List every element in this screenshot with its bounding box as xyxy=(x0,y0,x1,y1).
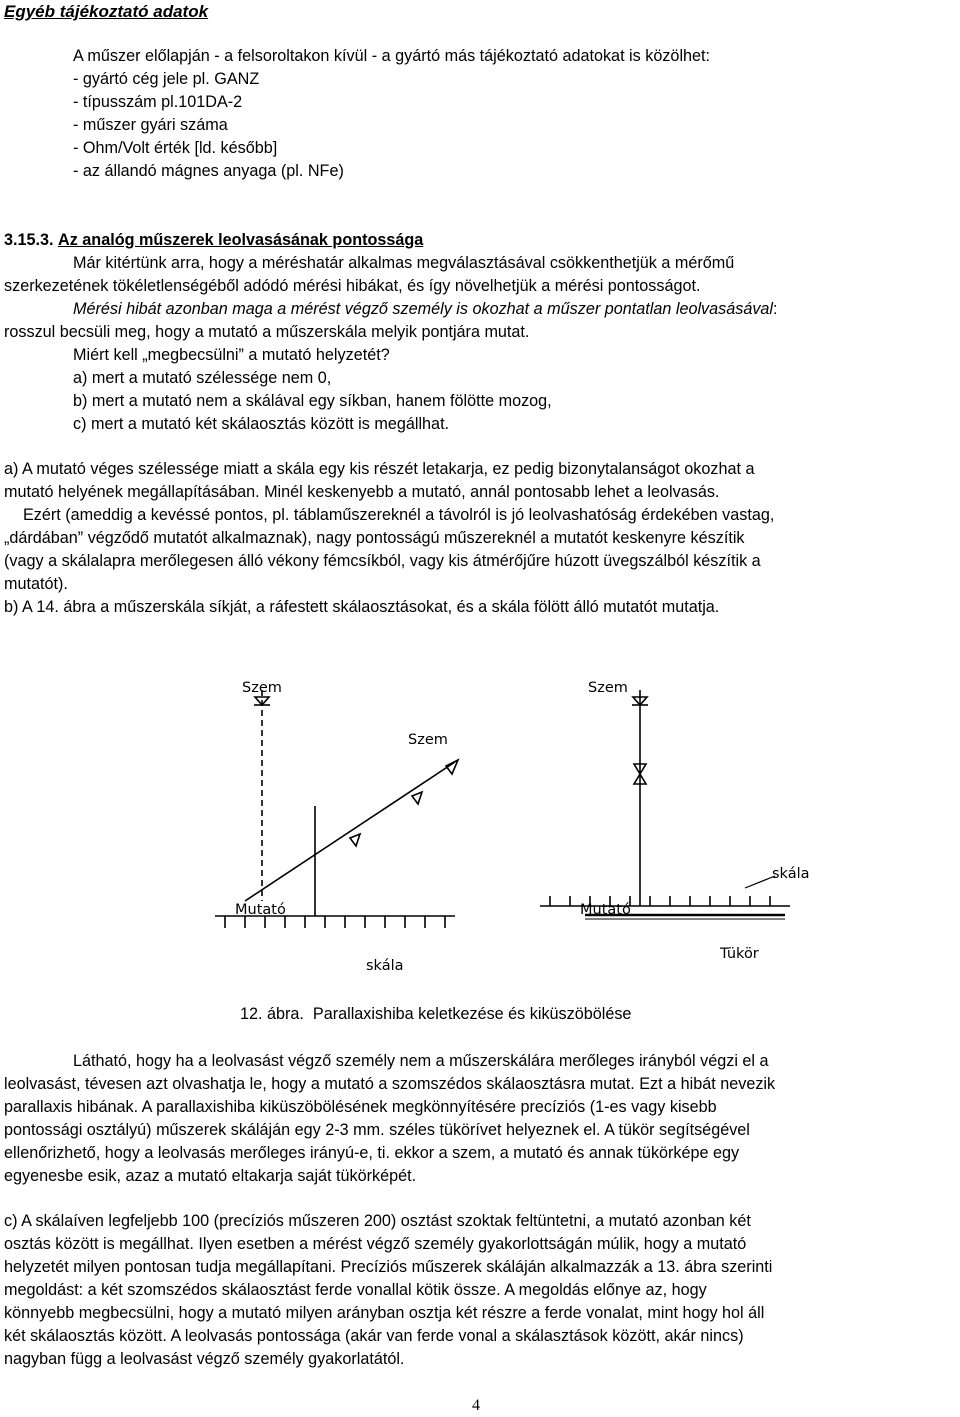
section-heading: Egyéb tájékoztató adatok xyxy=(4,2,209,21)
paragraph-line: ellenőrizhető, hogy a leolvasás merőleges irányú-e, ti. ekkor a szem, a mutató és annak tükörképe egy xyxy=(4,1144,740,1162)
oblique-arrow-1 xyxy=(412,792,422,804)
paragraph-line: nagyban függ a leolvasást végző személy gyakorlatától. xyxy=(4,1350,405,1368)
answer-b: b) mert a mutató nem a skálával egy síkban, hanem fölötte mozog, xyxy=(73,392,552,410)
paragraph-line xyxy=(73,298,954,321)
caption-number: 12. ábra. xyxy=(240,1005,304,1023)
intro-item: - Ohm/Volt érték [ld. később] xyxy=(73,139,278,157)
intro-line: A műszer előlapján - a felsoroltakon kívül - a gyártó más tájékoztató adatokat is közölhet: xyxy=(73,47,711,65)
left-pointer-label: Mutató xyxy=(235,902,286,918)
paragraph-line: (vagy a skálalapra merőlegesen álló vékony fémcsíkból, vagy kis átmérőjűre húzott üvegszálból készítik a xyxy=(4,552,761,570)
middle-eye-label: Szem xyxy=(408,732,448,748)
paragraph-line: könnyebb megbecsülni, hogy a mutató milyen arányban osztja két részre a ferde vonalat, mint hogy hol áll xyxy=(4,1304,765,1322)
answer-c: c) mert a mutató két skálaosztás között is megállhat. xyxy=(73,415,450,433)
scale-leader xyxy=(745,876,775,888)
right-scale-label: skála xyxy=(772,866,810,882)
paragraph-line: rosszul becsüli meg, hogy a mutató a műszerskála melyik pontjára mutat. xyxy=(4,323,530,341)
paragraph-line: mutató helyének megállapításában. Minél keskenyebb a mutató, annál pontosabb lehet a leolvasás. xyxy=(4,483,720,501)
section-title-text: Az analóg műszerek leolvasásának pontossága xyxy=(58,231,424,249)
page-number: 4 xyxy=(472,1397,480,1414)
paragraph-line: megoldást: a két szomszédos skálaosztást ferde vonallal kötik össze. A megoldás előnye az, hogy xyxy=(4,1281,707,1299)
intro-item: - gyártó cég jele pl. GANZ xyxy=(73,70,260,88)
intro-item: - típusszám pl.101DA-2 xyxy=(73,93,243,111)
italic-text: Mérési hibát azonban maga a mérést végző személy is okozhat a műszer pontatlan leolvasásával xyxy=(73,300,774,318)
right-eye-label: Szem xyxy=(588,680,628,696)
right-pointer-label: Mutató xyxy=(580,902,631,918)
paragraph-line: leolvasást, tévesen azt olvashatja le, hogy a mutató a szomszédos skálaosztásra mutat. Ezt a hibát nevezik xyxy=(4,1075,776,1093)
paragraph-line: mutatót). xyxy=(4,575,68,593)
left-eye-label: Szem xyxy=(242,680,282,696)
section-title xyxy=(4,229,954,252)
caption-text: Parallaxishiba keletkezése és kiküszöbölése xyxy=(312,1005,632,1023)
intro-item: - műszer gyári száma xyxy=(73,116,228,134)
paragraph-line: Ezért (ameddig a kevéssé pontos, pl. táblaműszereknél a távolról is jó leolvashatóság érdekében vastag, xyxy=(23,506,775,524)
paragraph-line: szerkezetének tökéletlenségéből adódó mérési hibákat, és így növelhetjük a mérési pontosságot. xyxy=(4,277,701,295)
colon: : xyxy=(773,300,778,318)
paragraph-line: pontossági osztályú) műszerek skáláján egy 2-3 mm. széles tükörívet helyeznek el. A tükör segítségével xyxy=(4,1121,750,1139)
left-scale-label: skála xyxy=(366,958,404,974)
paragraph-line: Már kitértünk arra, hogy a méréshatár alkalmas megválasztásával csökkenthetjük a mérőmű xyxy=(73,254,735,272)
paragraph-line: „dárdában” végződő mutatót alkalmaznak), nagy pontosságú műszereknél a mutatót keskenyre készítik xyxy=(4,529,745,547)
answer-a: a) mert a mutató szélessége nem 0, xyxy=(73,369,332,387)
paragraph-line: egyenesbe esik, azaz a mutató eltakarja saját tükörképét. xyxy=(4,1167,417,1185)
question-line: Miért kell „megbecsülni” a mutató helyzetét? xyxy=(73,346,390,364)
mirror-label: Tükör xyxy=(720,946,759,962)
intro-item: - az állandó mágnes anyaga (pl. NFe) xyxy=(73,162,344,180)
paragraph-line: helyzetét milyen pontosan tudja megállapítani. Precíziós műszerek skáláján alkalmazzák a 13. ábra szerinti xyxy=(4,1258,773,1276)
oblique-arrow-2 xyxy=(350,834,360,846)
paragraph-line: c) A skálaíven legfeljebb 100 (precíziós műszeren 200) osztást szoktak feltüntetni, a mutató azonban két xyxy=(4,1212,751,1230)
paragraph-line: a) A mutató véges szélessége miatt a skála egy kis részét letakarja, ez pedig bizonytalanságot okozhat a xyxy=(4,460,755,478)
paragraph-line: osztás között is megállhat. Ilyen esetben a mérést végző személy gyakorlottságán múlik, hogy a mutató xyxy=(4,1235,747,1253)
figure-caption xyxy=(240,1003,631,1026)
section-number: 3.15.3. xyxy=(4,231,54,249)
oblique-sightline xyxy=(245,762,455,901)
paragraph-line: Látható, hogy ha a leolvasást végző személy nem a műszerskálára merőleges irányból végzi el a xyxy=(73,1052,769,1070)
parallax-figure xyxy=(200,666,820,986)
paragraph-line: b) A 14. ábra a műszerskála síkját, a ráfestett skálaosztásokat, és a skála fölött álló mutatót mutatja. xyxy=(4,598,720,616)
paragraph-line: két skálaosztás között. A leolvasás pontossága (akár van ferde vonal a skálasztások között, akár nincs) xyxy=(4,1327,744,1345)
paragraph-line: parallaxis hibának. A parallaxishiba kiküszöbölésének megkönnyítésére precíziós (1-es vagy kisebb xyxy=(4,1098,717,1116)
